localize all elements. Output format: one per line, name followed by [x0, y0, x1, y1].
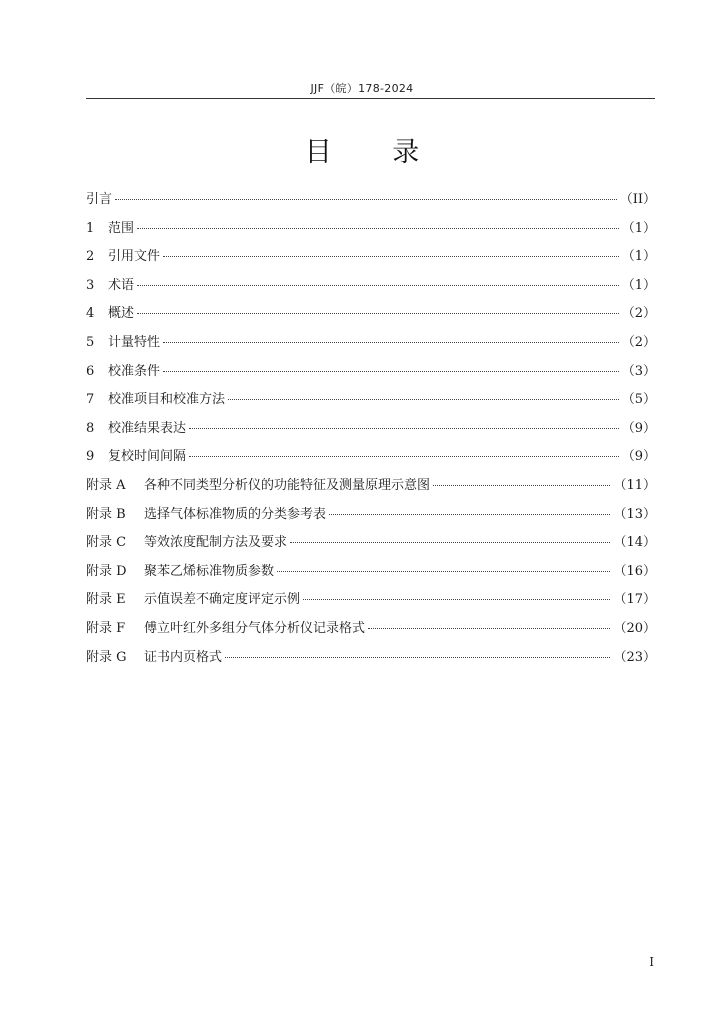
toc-entry-appendix-g[interactable] [86, 649, 656, 678]
toc-leader-dots [228, 399, 619, 400]
toc-entry-number: 附录 D [86, 563, 127, 579]
toc-entry-appendix-f[interactable] [86, 620, 656, 649]
toc-leader-dots [189, 428, 619, 429]
toc-entry-page: （5） [621, 392, 656, 408]
toc-entry-appendix-a[interactable] [86, 477, 656, 506]
toc-entry-9[interactable] [86, 448, 656, 477]
toc-entry-4[interactable] [86, 305, 656, 334]
toc-entry-label: 计量特性 [108, 334, 161, 350]
toc-entry-label: 选择气体标准物质的分类参考表 [144, 506, 327, 522]
toc-entry-page: （13） [613, 506, 656, 522]
toc-leader-dots [137, 285, 619, 286]
toc-leader-dots [290, 542, 610, 543]
toc-entry-page: （3） [621, 363, 656, 379]
toc-entry-5[interactable] [86, 334, 656, 363]
toc-leader-dots [163, 342, 619, 343]
header-divider [86, 98, 655, 99]
document-code-header: JJF（皖）178-2024 [310, 82, 414, 95]
toc-entry-page: （17） [613, 592, 656, 608]
toc-entry-label: 等效浓度配制方法及要求 [144, 535, 288, 551]
toc-entry-label: 证书内页格式 [144, 649, 223, 665]
toc-leader-dots [303, 599, 610, 600]
toc-entry-number: 5 [86, 334, 95, 350]
toc-entry-page: （2） [621, 334, 656, 350]
toc-entry-label: 引用文件 [108, 249, 161, 265]
toc-leader-dots [225, 657, 610, 658]
page-title: 目 录 [304, 137, 446, 168]
toc-entry-label: 校准项目和校准方法 [108, 392, 226, 408]
toc-leader-dots [137, 228, 619, 229]
toc-entry-number: 附录 B [86, 506, 126, 522]
toc-entry-label: 各种不同类型分析仪的功能特征及测量原理示意图 [144, 477, 431, 493]
toc-entry-page: （14） [613, 535, 656, 551]
toc-entry-label: 概述 [108, 306, 135, 322]
toc-entry-8[interactable] [86, 420, 656, 449]
toc-entry-2[interactable] [86, 248, 656, 277]
toc-entry-label: 术语 [108, 277, 135, 293]
toc-entry-page: （1） [621, 249, 656, 265]
toc-entry-number: 附录 E [86, 592, 126, 608]
toc-entry-3[interactable] [86, 277, 656, 306]
toc-entry-page: （9） [621, 449, 656, 465]
toc-entry-introduction[interactable] [86, 191, 656, 220]
toc-entry-page: （11） [613, 477, 656, 493]
toc-leader-dots [189, 456, 619, 457]
toc-leader-dots [277, 571, 610, 572]
toc-entry-number: 7 [86, 392, 95, 408]
toc-entry-appendix-b[interactable] [86, 506, 656, 535]
toc-entry-label: 校准结果表达 [108, 420, 187, 436]
toc-leader-dots [163, 371, 619, 372]
toc-leader-dots [433, 485, 610, 486]
toc-entry-label: 傅立叶红外多组分气体分析仪记录格式 [144, 620, 366, 636]
toc-entry-7[interactable] [86, 391, 656, 420]
toc-entry-page: （16） [613, 563, 656, 579]
toc-entry-number: 2 [86, 249, 95, 265]
toc-entry-appendix-d[interactable] [86, 563, 656, 592]
toc-entry-page: （23） [613, 649, 656, 665]
toc-entry-label: 校准条件 [108, 363, 161, 379]
toc-leader-dots [368, 628, 610, 629]
toc-entry-number: 附录 C [86, 535, 127, 551]
toc-entry-number: 8 [86, 420, 95, 436]
toc-leader-dots [329, 514, 610, 515]
toc-entry-page: （1） [621, 220, 656, 236]
toc-entry-label: 聚苯乙烯标准物质参数 [144, 563, 275, 579]
toc-entry-label: 示值误差不确定度评定示例 [144, 592, 301, 608]
table-of-contents [86, 191, 656, 677]
toc-entry-page: （9） [621, 420, 656, 436]
toc-entry-1[interactable] [86, 220, 656, 249]
toc-entry-page: （1） [621, 277, 656, 293]
toc-entry-appendix-c[interactable] [86, 534, 656, 563]
page-number: I [649, 955, 654, 969]
toc-entry-number: 3 [86, 277, 95, 293]
toc-entry-appendix-e[interactable] [86, 591, 656, 620]
toc-entry-page: （20） [613, 620, 656, 636]
toc-entry-number: 附录 F [86, 620, 126, 636]
toc-entry-page: （2） [621, 306, 656, 322]
toc-entry-number: 附录 A [86, 477, 126, 493]
toc-leader-dots [163, 256, 619, 257]
toc-leader-dots [115, 199, 617, 200]
toc-entry-number: 附录 G [86, 649, 127, 665]
toc-leader-dots [137, 313, 619, 314]
toc-entry-number: 9 [86, 449, 95, 465]
toc-entry-6[interactable] [86, 363, 656, 392]
toc-entry-label: 范围 [108, 220, 135, 236]
toc-entry-page: （II） [619, 192, 656, 207]
toc-entry-number: 1 [86, 220, 95, 236]
toc-entry-label: 引言 [86, 192, 113, 207]
toc-entry-label: 复校时间间隔 [108, 449, 187, 465]
toc-entry-number: 4 [86, 306, 95, 322]
toc-entry-number: 6 [86, 363, 95, 379]
